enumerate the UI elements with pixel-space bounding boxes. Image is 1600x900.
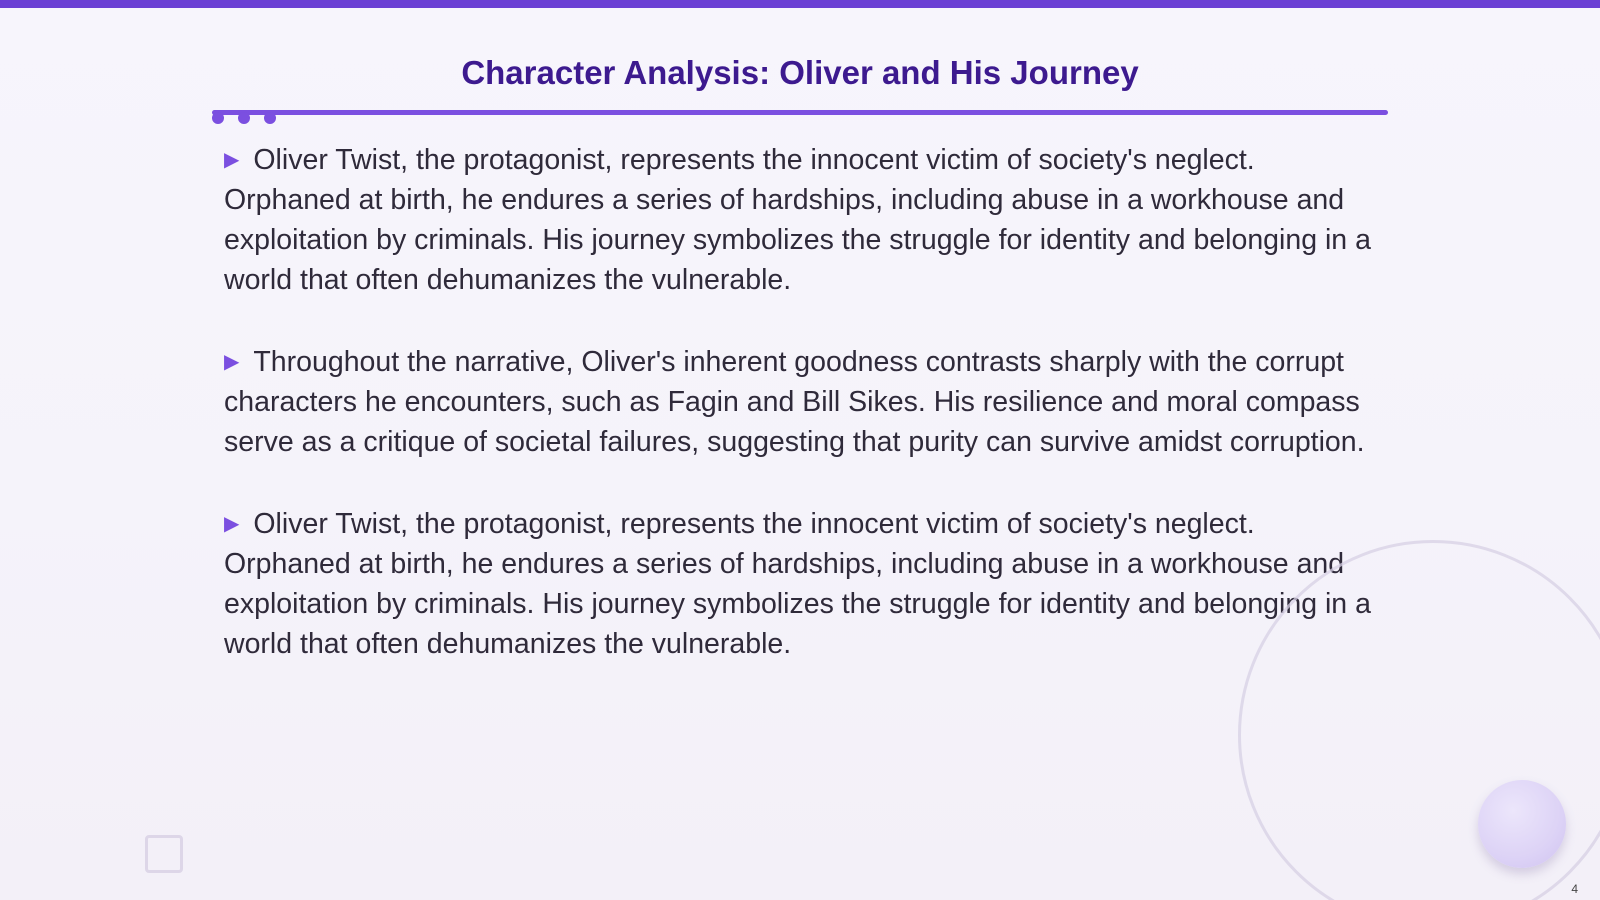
top-accent-bar — [0, 0, 1600, 8]
page-number: 4 — [1571, 882, 1578, 896]
decorative-gradient-ball — [1478, 780, 1566, 868]
bullet-icon: ▶ — [224, 513, 240, 535]
bullet-paragraph-1 — [224, 140, 1374, 300]
bullet-list — [224, 140, 1374, 706]
bullet-paragraph-2 — [224, 342, 1374, 462]
dot-3 — [264, 112, 276, 124]
bullet-icon: ▶ — [224, 351, 240, 373]
title-dots-decoration — [212, 112, 282, 126]
paragraph-text: Oliver Twist, the protagonist, represents the innocent victim of society's neglect. Orphaned at birth, he endures a series of hardships, including abuse in a workhouse and exploitation by criminals. His journey symbolizes the struggle for identity and belonging in a world that often dehumanizes the vulnerable. — [224, 144, 1371, 296]
paragraph-text: Oliver Twist, the protagonist, represents the innocent victim of society's neglect. Orphaned at birth, he endures a series of hardships, including abuse in a workhouse and exploitation by criminals. His journey symbolizes the struggle for identity and belonging in a world that often dehumanizes the vulnerable. — [224, 508, 1371, 660]
title-underline — [212, 110, 1388, 115]
bullet-icon: ▶ — [224, 149, 240, 171]
decorative-square-outline — [145, 835, 183, 873]
slide-title: Character Analysis: Oliver and His Journey — [461, 54, 1139, 91]
dot-2 — [238, 112, 250, 124]
paragraph-text: Throughout the narrative, Oliver's inherent goodness contrasts sharply with the corrupt characters he encounters, such as Fagin and Bill Sikes. His resilience and moral compass serve as a critique of societal failures, suggesting that purity can survive amidst corruption. — [224, 346, 1365, 458]
bullet-paragraph-3 — [224, 504, 1374, 664]
dot-1 — [212, 112, 224, 124]
